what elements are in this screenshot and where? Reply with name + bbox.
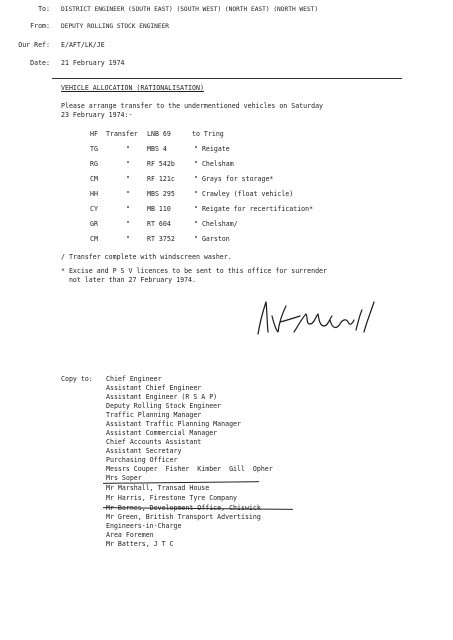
- row-from: CM: [90, 235, 98, 243]
- row-mark: ": [126, 205, 130, 213]
- to-value: DISTRICT ENGINEER (SOUTH EAST) (SOUTH WEST) (NORTH EAST) (NORTH WEST): [61, 6, 319, 13]
- row-mark: ": [126, 220, 130, 228]
- from-label: From:: [30, 22, 50, 30]
- row-vehicle: RF 542b: [147, 160, 175, 168]
- from-value: DEPUTY ROLLING STOCK ENGINEER: [61, 23, 170, 30]
- row-from: RG: [90, 160, 98, 168]
- row-mark: ": [126, 160, 130, 168]
- row-vehicle: MB 110: [147, 205, 171, 213]
- row-vehicle: MBS 4: [147, 145, 167, 153]
- list-item: Mrs Soper: [106, 474, 142, 482]
- subject-heading: VEHICLE ALLOCATION (RATIONALISATION): [61, 84, 204, 92]
- row-from: HH: [90, 190, 98, 198]
- list-item: Purchasing Officer: [106, 456, 178, 464]
- row-mark: ": [126, 235, 130, 243]
- row-dest: " Reigate for recertification*: [194, 205, 314, 213]
- intro-line-2: 23 February 1974:-: [61, 111, 133, 119]
- list-item: Assistant Chief Engineer: [106, 384, 202, 392]
- row-mark: ": [126, 190, 130, 198]
- row-from: CM: [90, 175, 98, 183]
- row-dest: " Grays for storage*: [194, 175, 274, 183]
- row-vehicle: RT 604: [147, 220, 171, 228]
- list-item: Engineers-in-Charge: [106, 522, 182, 530]
- ref-value: E/AFT/LK/JE: [61, 41, 105, 49]
- row-vehicle: RF 121c: [147, 175, 175, 183]
- row-from: TG: [90, 145, 98, 153]
- list-item: Mr Batters, J T C: [106, 540, 174, 548]
- list-item: Mr Harris, Firestone Tyre Company: [106, 494, 238, 502]
- row-dest: " Reigate: [194, 145, 230, 153]
- row-dest: " Chelsham/: [194, 220, 238, 228]
- row-mark: ": [126, 145, 130, 153]
- ref-label: Our Ref:: [18, 41, 50, 49]
- row-vehicle: RT 3752: [147, 235, 175, 243]
- list-item: Area Foremen: [106, 531, 154, 539]
- list-item: Deputy Rolling Stock Engineer: [106, 402, 222, 410]
- list-item: Mr Barnes, Development Office, Chiswick: [106, 504, 261, 512]
- intro-line-1: Please arrange transfer to the undermentioned vehicles on Saturday: [61, 102, 324, 110]
- row-from: GR: [90, 220, 98, 228]
- list-item: Chief Accounts Assistant: [106, 438, 202, 446]
- to-label: To:: [38, 5, 50, 13]
- row-from: CY: [90, 205, 98, 213]
- list-item: Mr Marshall, Transad House: [106, 484, 210, 492]
- row-mark: ": [126, 175, 130, 183]
- row-vehicle: MBS 295: [147, 190, 175, 198]
- list-item: Assistant Secretary: [106, 447, 182, 455]
- list-item: Chief Engineer: [106, 375, 162, 383]
- header-rule: [52, 78, 402, 79]
- note-licences-line-1: * Excise and P S V licences to be sent to this office for surrender: [61, 267, 327, 275]
- table-header-from: HF: [90, 130, 98, 138]
- note-windscreen: / Transfer complete with windscreen washer.: [61, 253, 232, 261]
- list-item: Messrs Couper Fisher Kimber Gill Opher: [106, 465, 273, 473]
- table-header-transfer: Transfer: [106, 130, 138, 138]
- signature-graphic: [252, 296, 382, 346]
- list-item: Assistant Traffic Planning Manager: [106, 420, 241, 428]
- list-item: Assistant Engineer (R S A P): [106, 393, 218, 401]
- table-header-dest: to Tring: [192, 130, 224, 138]
- list-item: Assistant Commercial Manager: [106, 429, 218, 437]
- copy-to-label: Copy to:: [61, 375, 93, 383]
- list-item: Mr Green, British Transport Advertising: [106, 513, 261, 521]
- row-dest: " Chelsham: [194, 160, 234, 168]
- list-item: Traffic Planning Manager: [106, 411, 202, 419]
- table-header-vehicle: LNB 69: [147, 130, 171, 138]
- date-value: 21 February 1974: [61, 59, 125, 67]
- row-dest: " Garston: [194, 235, 230, 243]
- row-dest: " Crawley (float vehicle): [194, 190, 294, 198]
- note-licences-line-2: not later than 27 February 1974.: [61, 276, 196, 284]
- date-label: Date:: [30, 59, 50, 67]
